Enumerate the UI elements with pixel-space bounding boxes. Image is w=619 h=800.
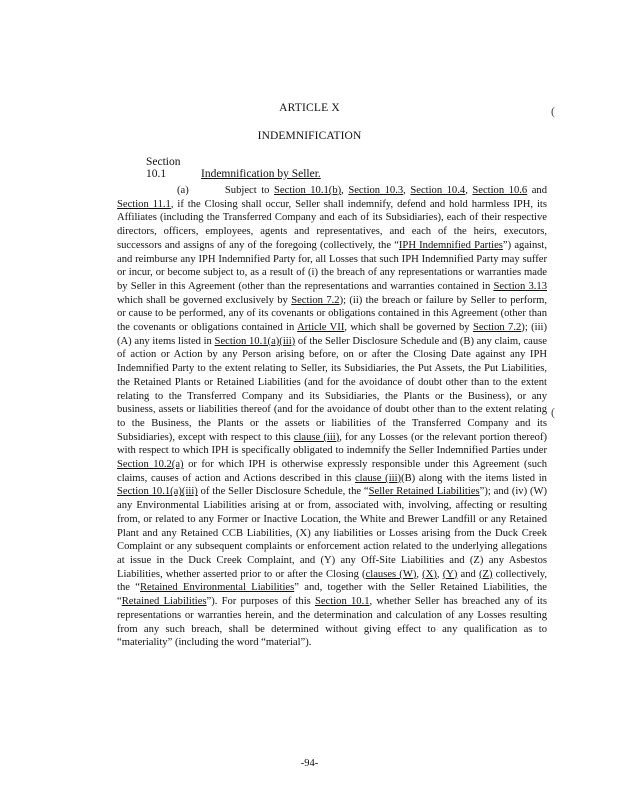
- text-run: of the Seller Disclosure Schedule, the “: [197, 486, 369, 498]
- margin-mark: (: [551, 405, 555, 419]
- cross-reference: (Z): [478, 568, 493, 580]
- text-run: , which shall be governed by: [344, 322, 473, 334]
- cross-reference: Article VII: [297, 322, 345, 334]
- cross-reference: Section 7.2: [291, 294, 340, 306]
- cross-reference: Section 10.4: [410, 185, 466, 196]
- article-subtitle: INDEMNIFICATION: [257, 130, 362, 142]
- defined-term: Seller Retained Liabilities: [368, 486, 480, 498]
- text-run: ,: [436, 568, 443, 580]
- cross-reference: Section 10.1(a)(iii): [117, 486, 198, 498]
- cross-reference: Section 10.6: [472, 185, 528, 196]
- cross-reference: clauses (W): [365, 568, 417, 580]
- text-run: collectively, the “: [117, 568, 548, 594]
- text-run: ); (iii) (A) any items listed in: [117, 322, 547, 347]
- defined-term: IPH Indemnified Parties: [398, 239, 503, 251]
- text-run: , if the Closing shall occur, Seller shall indemnify, defend and hold harmless IPH, its Affiliates (including the Transferred Company and each of its Subsidiaries), each of their respective directors, officers, employees, agents and representatives, and each of the heirs, executors, successors and assigns of any of the foregoing (collectively, the “: [117, 198, 547, 251]
- cross-reference: (X): [422, 568, 437, 580]
- cross-reference: clause (iii): [293, 431, 340, 443]
- paragraph-a: [117, 184, 547, 650]
- defined-term: Retained Environmental Liabilities: [139, 582, 295, 594]
- page-number: -94-: [300, 758, 319, 769]
- section-title: Indemnification by Seller.: [201, 168, 321, 180]
- cross-reference: Section 10.2(a): [117, 459, 184, 471]
- text-run: , whether Seller has breached any of its representations or warranties herein, and the determination and calculation of any Losses resulting from any such breach, shall be determined without giving effect to any qualification as to “materiality” (including the word “material”).: [117, 596, 547, 649]
- cross-reference: Section 10.1(b): [273, 185, 342, 196]
- text-run: ); (ii) the breach or failure by Seller to perform, or cause to be performed, any of its covenants or obligations contained in this Agreement (other than the covenants or obligations contained in: [117, 294, 547, 334]
- text-run: ,: [465, 185, 473, 196]
- cross-reference: Section 7.2: [472, 322, 522, 334]
- cross-reference: Section 10.1(a)(iii): [214, 335, 296, 347]
- text-run: of the Seller Disclosure Schedule and (B) any claim, cause of action or Action by any Person arising before, on or after the Closing Date against any IPH Indemnified Party to the extent relating to Seller, its Subsidiaries, the Put Assets, the Put Liabilities, the Retained Plants or Retained Liabilities (and for the avoidance of doubt other than to the extent relating to the Transferred Company and its Subsidiaries, the Plants or the Business), or any business, assets or liabilities thereof (and for the avoidance of doubt other than to the extent relating to the Business, the Plants or the assets or liabilities of the Transferred Company and its Subsidiaries), except with respect to this: [117, 335, 547, 443]
- cross-reference: Section 11.1: [117, 198, 171, 210]
- cross-reference: Section 10.1: [315, 596, 370, 608]
- text-run: ,: [416, 568, 423, 580]
- text-run: ”). For purposes of this: [206, 596, 315, 608]
- margin-mark: (: [551, 104, 555, 118]
- text-run: ,: [341, 185, 349, 196]
- text-run: (B) along with the items listed in: [401, 472, 547, 484]
- cross-reference: Section 10.3: [348, 185, 404, 196]
- cross-reference: Section 3.13: [493, 280, 547, 292]
- cross-reference: clause (iii): [354, 472, 402, 484]
- section-number: Section 10.1: [146, 156, 181, 180]
- text-run: ”); and (iv) (W) any Environmental Liabilities arising at or from, associated with, involving, affecting or resulting from, or related to any Former or Inactive Location, the White and Brewer Landfill or any Retained Plant and any Retained CCB Liabilities, (X) any liabilities or Losses arising from the Duck Creek Complaint or any subsequent complaints or enforcement action related to the underlying allegations at issue in the Duck Creek Complaint, and (Y) any Off-Site Liabilities and (Z) any Asbestos Liabilities, whether asserted prior to or after the Closing (: [117, 486, 548, 580]
- text-run: which shall be governed exclusively by: [117, 294, 292, 306]
- text-run: Subject to: [224, 185, 274, 196]
- text-run: or for which IPH is otherwise expressly responsible under this Agreement (such claims, causes of action and Actions described in this: [117, 459, 547, 484]
- section-body: [117, 184, 547, 650]
- article-title: ARTICLE X: [279, 102, 340, 114]
- text-run: ,: [403, 185, 411, 196]
- text-run: and: [527, 185, 548, 196]
- cross-reference: (Y): [442, 568, 458, 580]
- paragraph-label: (a): [177, 185, 189, 196]
- section-heading: [146, 156, 321, 180]
- text-run: and: [457, 568, 479, 580]
- text-run: , for any Losses (or the relevant portion thereof) with respect to which IPH is specifically obligated to indemnify the Seller Indemnified Parties under: [117, 431, 547, 457]
- text-run: ”) against, and reimburse any IPH Indemnified Party for, all Losses that such IPH Indemnified Party may suffer or incur, or become subject to, as a result of (i) the breach of any representations or warranties made by Seller in this Agreement (other than the representations and warranties contained in: [117, 239, 547, 292]
- defined-term: Retained Liabilities: [121, 596, 207, 608]
- text-run: ” and, together with the Seller Retained Liabilities, the “: [117, 582, 547, 608]
